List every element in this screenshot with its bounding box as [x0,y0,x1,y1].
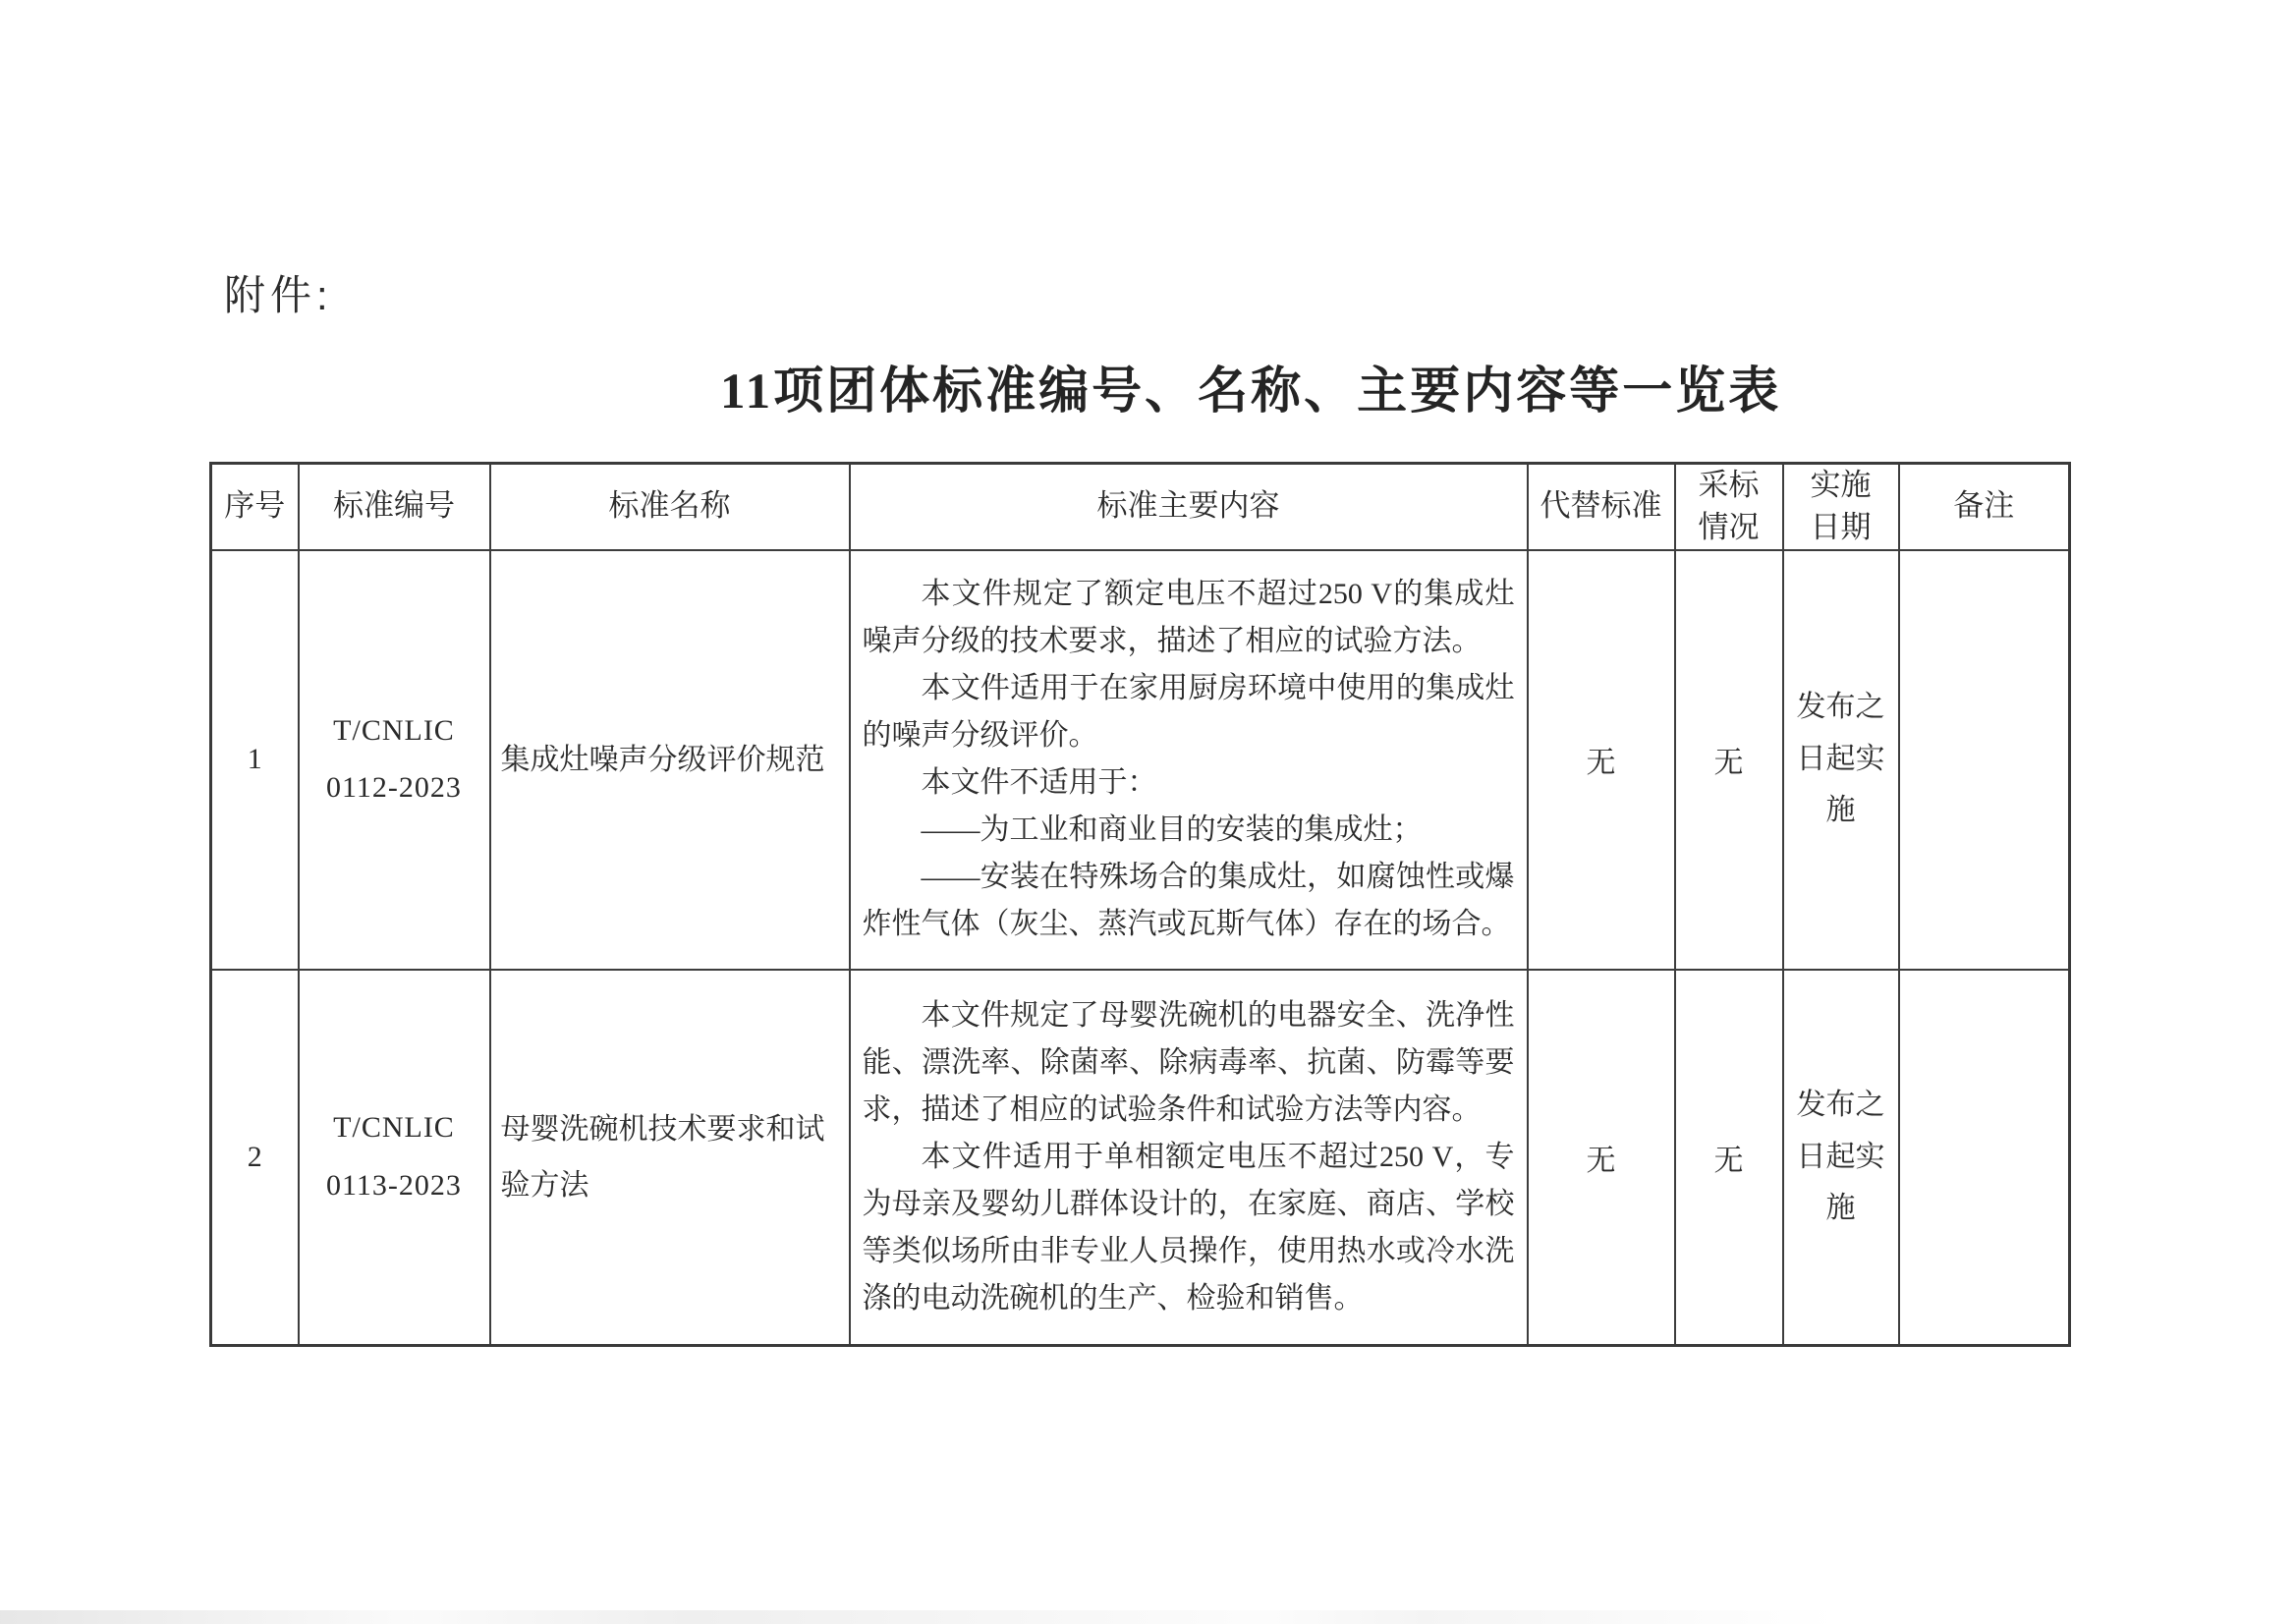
content-paragraph: 本文件适用于单相额定电压不超过250 V，专为母亲及婴幼儿群体设计的，在家庭、商店、学校等类似场所由非专业人员操作，使用热水或冷水洗涤的电动洗碗机的生产、检验和销售。 [862,1140,1515,1315]
cell-replaced-standard: 无 [1528,970,1675,1346]
header-main-content [850,464,1528,550]
implementation-date-text: 发布之日起实施 [1796,691,1885,827]
cell-main-content [850,970,1528,1346]
header-standard-code [299,464,490,550]
cell-adoption-status: 无 [1675,970,1783,1346]
cell-standard-name: 集成灶噪声分级评价规范 [490,550,850,970]
header-adoption-status [1675,464,1783,550]
content-paragraph: 本文件不适用于： [921,766,1157,800]
header-remark-label: 备注 [1953,488,2015,524]
cell-implementation-date [1783,550,1899,970]
table-header-row [211,464,2070,550]
cell-seq: 1 [211,550,299,970]
attachment-label: 附件: [224,272,333,318]
cell-replaced-standard: 无 [1528,550,1675,970]
content-paragraph: 本文件规定了母婴洗碗机的电器安全、洗净性能、漂洗率、除菌率、除病毒率、抗菌、防霉等要求，描述了相应的试验条件和试验方法等内容。 [862,998,1515,1126]
cell-standard-name: 母婴洗碗机技术要求和试验方法 [490,970,850,1346]
header-main-content-label: 标准主要内容 [1096,488,1280,524]
header-standard-name-label: 标准名称 [608,488,731,524]
header-remark [1899,464,2070,550]
header-seq-label: 序号 [224,488,286,524]
cell-remark [1899,970,2070,1346]
header-seq [211,464,299,550]
scan-artifact-strip [0,1610,2296,1624]
cell-adoption-status: 无 [1675,550,1783,970]
header-replaced-standard-label: 代替标准 [1540,488,1662,524]
content-paragraph: 本文件适用于在家用厨房环境中使用的集成灶的噪声分级评价。 [862,672,1515,753]
implementation-date-text: 发布之日起实施 [1796,1089,1885,1225]
header-implementation-date-label: 实施日期 [1810,468,1872,544]
cell-remark [1899,550,2070,970]
cell-implementation-date [1783,970,1899,1346]
content-paragraph: 本文件规定了额定电压不超过250 V的集成灶噪声分级的技术要求，描述了相应的试验方法。 [862,578,1515,658]
content-paragraph: ——为工业和商业目的安装的集成灶； [921,813,1423,847]
cell-standard-code [299,550,490,970]
header-replaced-standard [1528,464,1675,550]
content-paragraph: ——安装在特殊场合的集成灶，如腐蚀性或爆炸性气体（灰尘、蒸汽或瓦斯气体）存在的场合。 [862,861,1515,941]
header-implementation-date [1783,464,1899,550]
header-standard-code-label: 标准编号 [333,488,455,524]
cell-standard-code [299,970,490,1346]
standards-table-body [211,550,2070,1346]
standard-code-line: T/CNLIC [333,713,455,747]
cell-main-content [850,550,1528,970]
page-title: 11项团体标准编号、名称、主要内容等一览表 [720,364,1782,420]
cell-seq: 2 [211,970,299,1346]
header-adoption-status-label: 采标情况 [1698,468,1760,544]
header-standard-name [490,464,850,550]
table-row [211,970,2070,1346]
standard-code-line: 0113-2023 [326,1168,462,1202]
standard-code-line: 0112-2023 [326,771,462,805]
standard-code-line: T/CNLIC [333,1111,455,1145]
table-row [211,550,2070,970]
standards-table [209,462,2071,1347]
